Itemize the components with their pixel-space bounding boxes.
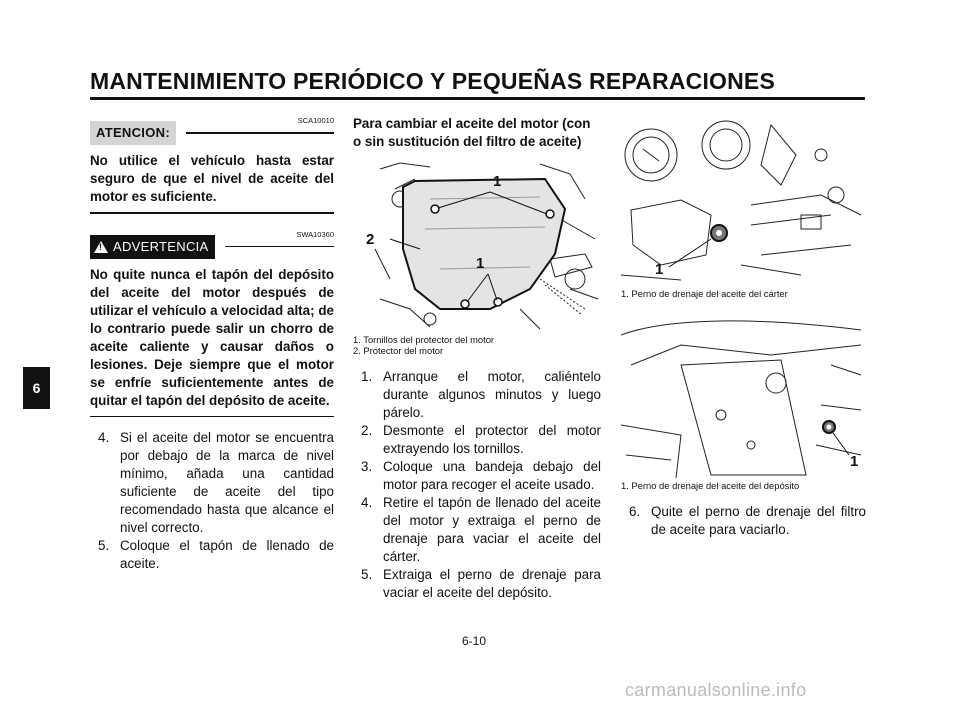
step-number: 5. (361, 567, 373, 582)
step-text: Quite el perno de drenaje del filtro de aceite para vaciarlo. (651, 504, 866, 537)
engine-guard-illustration (370, 159, 600, 332)
figure-caption: 1. Tornillos del protector del motor (353, 334, 495, 345)
caution-label: ATENCION: (90, 121, 176, 145)
page-number: 6-10 (462, 634, 487, 648)
warning-label: ADVERTENCIA (113, 238, 209, 254)
left-steps-list (90, 429, 334, 573)
caution-text: No utilice el vehículo hasta estar seguro de que el nivel de aceite del motor es suficiente. (90, 153, 334, 204)
middle-steps-list (353, 368, 601, 602)
list-item (361, 494, 601, 566)
step-text: Coloque una bandeja debajo del motor para recoger el aceite usado. (383, 459, 601, 492)
list-item (361, 422, 601, 458)
step-text: Coloque el tapón de llenado de aceite. (120, 538, 334, 571)
figure-caption: 1. Perno de drenaje del aceite del depósito (621, 480, 800, 491)
step-text: Extraiga el perno de drenaje para vaciar el aceite del depósito. (383, 567, 601, 600)
engine-guard-figure (366, 159, 600, 332)
figure-caption: 2. Protector del motor (353, 345, 444, 356)
list-item (361, 566, 601, 602)
figure-label: 1 (850, 453, 859, 470)
oil-tank-illustration (621, 315, 866, 478)
warning-end-rule (90, 416, 334, 418)
caution-header (90, 122, 334, 144)
left-column (90, 112, 334, 573)
title-rule (90, 97, 865, 100)
figure-label: 1 (476, 255, 485, 272)
warning-triangle-icon: ! (94, 241, 108, 253)
list-item (361, 458, 601, 494)
step-text: Retire el tapón de llenado del aceite del motor y extraiga el perno de drenaje para vaciar el aceite del cárter. (383, 495, 601, 564)
figure-label: 2 (366, 231, 375, 248)
step-number: 4. (361, 495, 373, 510)
right-column (621, 115, 866, 539)
list-item (629, 503, 866, 539)
step-text: Arranque el motor, caliéntelo durante algunos minutos y luego párelo. (383, 369, 601, 420)
page-title: MANTENIMIENTO PERIÓDICO Y PEQUEÑAS REPARACIONES (90, 68, 776, 94)
figure-label: 1 (493, 173, 502, 190)
section-title: Para cambiar el aceite del motor (con o sin sustitución del filtro de aceite) (353, 116, 591, 149)
list-item (361, 368, 601, 422)
step-text: Si el aceite del motor se encuentra por debajo de la marca de nivel mínimo, añada una cantidad suficiente de aceite del tipo recomendado hasta que alcance el nivel correcto. (120, 430, 334, 535)
caution-code: SCA10010 (297, 116, 334, 125)
warning-rule (225, 246, 334, 248)
warning-badge (90, 235, 215, 259)
step-number: 5. (98, 538, 110, 553)
warning-text: No quite nunca el tapón del depósito del aceite del motor después de utilizar el vehículo a velocidad alta; de lo contrario puede salir un chorro de aceite caliente y causar daños o lesiones. Deje siempre que el motor se enfríe suficientemente antes de quitar el tapón del depósito de aceite. (90, 266, 334, 408)
list-item (98, 537, 334, 573)
right-steps-list (621, 503, 866, 539)
watermark-text: carmanualsonline.info (625, 680, 807, 700)
crankcase-drain-figure (621, 115, 866, 283)
caution-rule (186, 132, 334, 134)
chapter-tab: 6 (23, 367, 50, 409)
figure-label: 1 (655, 261, 664, 278)
step-number: 4. (98, 430, 110, 445)
step-text: Desmonte el protector del motor extrayendo los tornillos. (383, 423, 601, 456)
caution-end-rule (90, 212, 334, 214)
step-number: 1. (361, 369, 373, 384)
warning-code: SWA10360 (296, 229, 334, 239)
step-number: 6. (629, 504, 641, 519)
oil-tank-drain-figure (621, 315, 866, 478)
figure-caption: 1. Perno de drenaje del aceite del cárter (621, 288, 788, 299)
step-number: 3. (361, 459, 373, 474)
crankcase-illustration (621, 115, 866, 283)
step-number: 2. (361, 423, 373, 438)
list-item (98, 429, 334, 537)
middle-column (353, 115, 601, 602)
